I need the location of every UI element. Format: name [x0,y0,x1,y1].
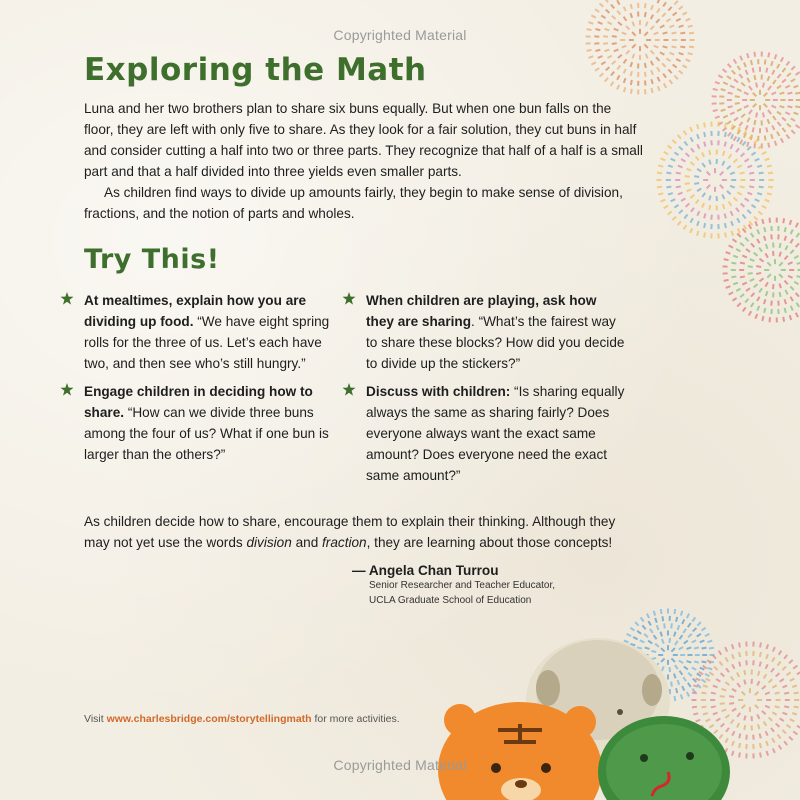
star-bullet-icon [60,383,74,397]
closing-paragraph: As children decide how to share, encourage them to explain their thinking. Although they may not yet use the words division and fraction, they are learning about those concepts! [84,514,616,550]
tip-text: “How can we divide three buns among the four of us? What if one bun is larger than the others?” [84,405,329,462]
tip-lead: Engage children in deciding how to share. [84,384,313,420]
tip-item [84,381,342,465]
term-fraction: fraction [322,535,367,550]
star-bullet-icon [342,383,356,397]
tiger-illustration [438,702,602,800]
intro-paragraph-2: As children find ways to divide up amounts fairly, they begin to make sense of division, fractions, and the notion of parts and wholes. [84,185,623,221]
copyright-watermark-bottom: Copyrighted Material [333,757,467,773]
tip-item [366,381,628,486]
copyright-watermark-top: Copyrighted Material [333,27,467,43]
tip-item [366,290,628,374]
tip-text: “We have eight spring rolls for the three of us. Let’s each have two, and then see who’s still hungry.” [84,314,330,371]
tip-lead: At mealtimes, explain how you are dividing up food. [84,293,307,329]
attribution [352,563,555,608]
page-title: Exploring the Math [84,52,427,88]
tip-lead: Discuss with children: [366,384,511,399]
star-bullet-icon [342,292,356,306]
term-division: division [246,535,292,550]
tip-text: . “What’s the fairest way to share these blocks? How did you decide to divide up the stickers?” [366,314,625,371]
footer-visit-line: Visit www.charlesbridge.com/storytellingmath for more activities. [84,713,400,725]
tip-text: “Is sharing equally always the same as sharing fairly? Does everyone always want the exact same amount? Does everyone need the exact same amount?” [366,384,625,483]
author-role-line-1: Senior Researcher and Teacher Educator, [369,580,556,591]
author-name: — Angela Chan Turrou [352,563,499,578]
tip-lead: When children are playing, ask how they are sharing [366,293,597,329]
author-role-line-2: UCLA Graduate School of Education [369,595,532,606]
website-link[interactable]: www.charlesbridge.com/storytellingmath [106,713,312,725]
tip-item [84,290,342,374]
intro-paragraph-1: Luna and her two brothers plan to share six buns equally. But when one bun falls on the floor, they are left with only five to share. As they look for a fair solution, they cut buns in half and consider cutting a half into two or three parts. They recognize that half of a half is a small part and that a half divided into three yields even smaller parts. [84,101,643,179]
star-bullet-icon [60,292,74,306]
try-this-heading: Try This! [84,244,220,275]
